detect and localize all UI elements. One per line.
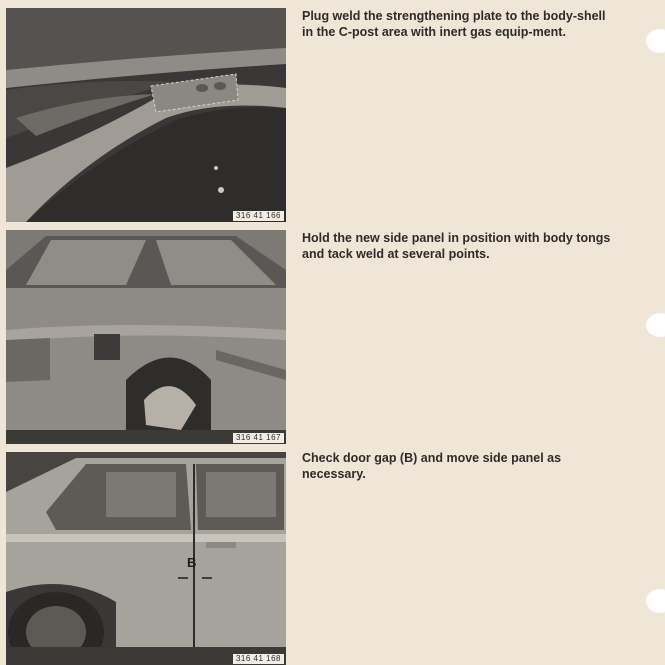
door-gap-callout-label: B: [187, 555, 197, 570]
photo-c-post: [6, 8, 286, 222]
photo-reference-number: 316 41 166: [233, 211, 284, 221]
photo-c-post-image: [6, 8, 286, 222]
binder-hole-bottom: [645, 588, 665, 614]
step-2-caption: Hold the new side panel in position with body tongs and tack weld at several points.: [302, 231, 611, 261]
binder-hole-middle: [645, 312, 665, 338]
photo-side-panel: [6, 230, 286, 444]
step-1-caption: Plug weld the strengthening plate to the body-shell in the C-post area with inert gas equip-ment.: [302, 9, 606, 39]
photo-side-panel-image: [6, 230, 286, 444]
step-3-caption: Check door gap (B) and move side panel as necessary.: [302, 451, 562, 481]
binder-hole-top: [645, 28, 665, 54]
photo-reference-number: 316 41 167: [233, 433, 284, 443]
photo-door-gap: [6, 452, 286, 665]
photo-door-gap-image: [6, 452, 286, 665]
photo-reference-number: 316 41 168: [233, 654, 284, 664]
